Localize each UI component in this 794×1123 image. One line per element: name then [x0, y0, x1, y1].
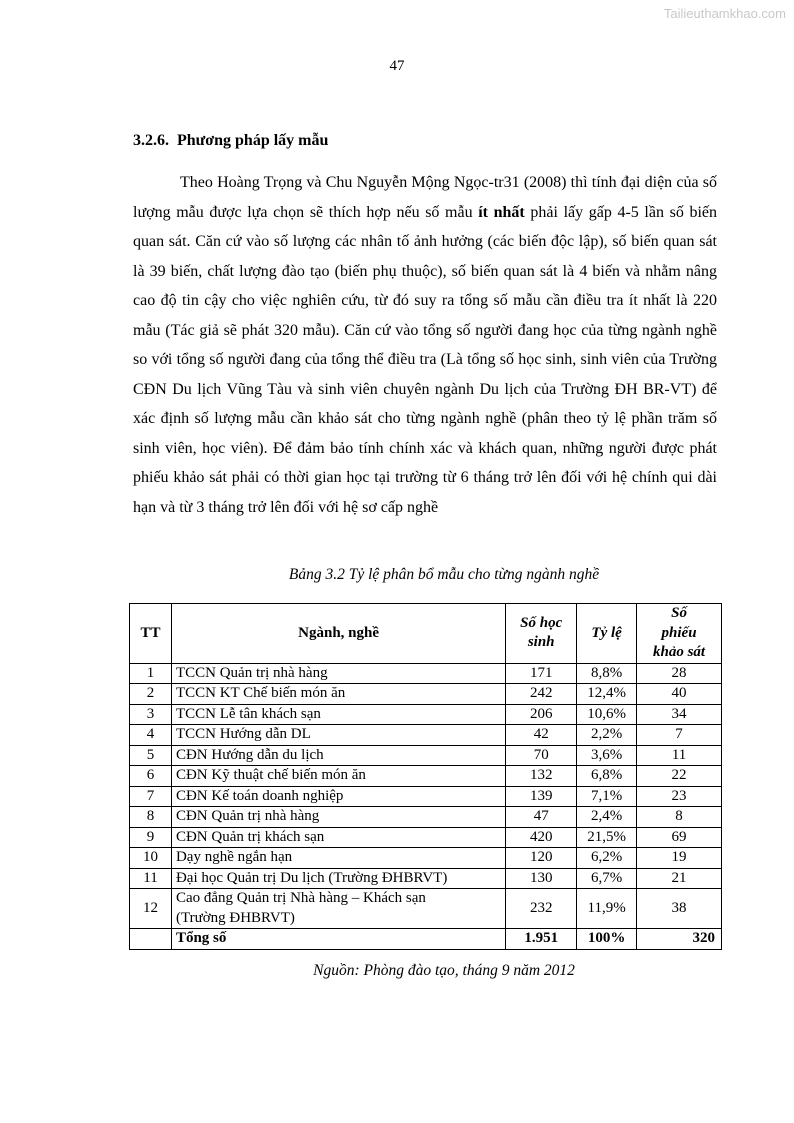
section-heading [133, 132, 328, 150]
header-students-line1: Số học [520, 614, 563, 631]
cell-tt: 7 [130, 786, 172, 807]
cell-major: TCCN Quản trị nhà hàng [171, 663, 505, 684]
cell-surveys: 40 [637, 684, 722, 705]
total-students: 1.951 [506, 929, 577, 950]
table-row [130, 889, 722, 929]
cell-major: Đại học Quản trị Du lịch (Trường ĐHBRVT) [171, 868, 505, 889]
cell-students: 47 [506, 807, 577, 828]
cell-students: 70 [506, 745, 577, 766]
table-row [130, 704, 722, 725]
cell-ratio: 3,6% [577, 745, 637, 766]
header-students-line2: sinh [527, 634, 555, 651]
cell-surveys: 38 [637, 889, 722, 929]
table-caption: Bảng 3.2 Tỷ lệ phân bổ mẫu cho từng ngành nghề [288, 566, 600, 583]
paragraph-bold-text: ít nhất [478, 203, 525, 221]
body-paragraph [133, 168, 717, 522]
cell-surveys: 69 [637, 827, 722, 848]
cell-tt: 12 [130, 889, 172, 929]
cell-ratio: 21,5% [577, 827, 637, 848]
cell-surveys: 11 [637, 745, 722, 766]
cell-students: 130 [506, 868, 577, 889]
cell-ratio: 10,6% [577, 704, 637, 725]
sample-allocation-table [129, 603, 722, 950]
cell-students: 120 [506, 848, 577, 869]
header-major: Ngành, nghề [171, 604, 505, 664]
header-surveys-line2: phiếu [661, 624, 697, 641]
table-row [130, 684, 722, 705]
cell-ratio: 6,8% [577, 766, 637, 787]
header-surveys [637, 604, 722, 664]
cell-major: CĐN Hướng dẫn du lịch [171, 745, 505, 766]
table-row [130, 848, 722, 869]
cell-tt-empty [130, 929, 172, 950]
cell-students: 132 [506, 766, 577, 787]
header-tt: TT [130, 604, 172, 664]
table-header-row [130, 604, 722, 664]
cell-tt: 2 [130, 684, 172, 705]
total-label: Tổng số [171, 929, 505, 950]
total-surveys: 320 [637, 929, 722, 950]
cell-ratio: 7,1% [577, 786, 637, 807]
cell-major: Dạy nghề ngắn hạn [171, 848, 505, 869]
cell-ratio: 6,7% [577, 868, 637, 889]
section-number: 3.2.6. [133, 132, 169, 149]
table-total-row [130, 929, 722, 950]
cell-major [171, 889, 505, 929]
cell-surveys: 8 [637, 807, 722, 828]
section-title: Phương pháp lấy mẫu [177, 132, 329, 149]
table-row [130, 807, 722, 828]
cell-major: TCCN KT Chế biến món ăn [171, 684, 505, 705]
header-ratio: Tỷ lệ [577, 604, 637, 664]
table-source: Nguồn: Phòng đào tạo, tháng 9 năm 2012 [313, 962, 575, 979]
cell-major: TCCN Hướng dẫn DL [171, 725, 505, 746]
cell-major: CĐN Kế toán doanh nghiệp [171, 786, 505, 807]
header-surveys-line1: Số [671, 605, 687, 621]
table-row [130, 786, 722, 807]
header-surveys-line3: khảo sát [652, 644, 706, 660]
cell-surveys: 19 [637, 848, 722, 869]
cell-students: 139 [506, 786, 577, 807]
cell-students: 206 [506, 704, 577, 725]
cell-tt: 11 [130, 868, 172, 889]
paragraph-text-2: phải lấy gấp 4-5 lần số biến quan sát. Căn cứ vào số lượng các nhân tố ảnh hưởng (các biến độc lập), số biến quan sát là 39 biến, chất lượng đào tạo (biến phụ thuộc), số biến quan sát là 4 biến và nhằm nâng cao độ tin cậy cho việc nghiên cứu, từ đó suy ra tổng số mẫu cần điều tra ít nhất là 220 mẫu (Tác giả sẽ phát 320 mẫu). Căn cứ vào tổng số người đang học của từng ngành nghề so với tổng số người đang của tổng thể điều tra (Là tổng số học sinh, sinh viên của Trường CĐN Du lịch Vũng Tàu và sinh viên chuyên ngành Du lịch của Trường ĐH BR-VT) để xác định số lượng mẫu cần khảo sát cho từng ngành nghề (phân theo tỷ lệ phần trăm số sinh viên, học viên). Để đảm bảo tính chính xác và khách quan, những người được phát phiếu khảo sát phải có thời gian học tại trường từ 6 tháng trở lên đối với hệ chính qui dài hạn và từ 3 tháng trở lên đối với hệ sơ cấp nghề [133, 203, 717, 516]
cell-tt: 8 [130, 807, 172, 828]
cell-surveys: 23 [637, 786, 722, 807]
cell-ratio: 8,8% [577, 663, 637, 684]
cell-tt: 4 [130, 725, 172, 746]
cell-surveys: 22 [637, 766, 722, 787]
cell-tt: 9 [130, 827, 172, 848]
cell-ratio: 12,4% [577, 684, 637, 705]
cell-major-line1: Cao đẳng Quản trị Nhà hàng – Khách sạn [175, 890, 426, 906]
cell-ratio: 2,4% [577, 807, 637, 828]
cell-ratio: 2,2% [577, 725, 637, 746]
table-row [130, 766, 722, 787]
page-number: 47 [389, 58, 405, 74]
cell-major-line2: (Trường ĐHBRVT) [175, 909, 295, 926]
cell-students: 242 [506, 684, 577, 705]
cell-students: 171 [506, 663, 577, 684]
cell-surveys: 34 [637, 704, 722, 725]
cell-ratio: 11,9% [577, 889, 637, 929]
table-row [130, 663, 722, 684]
table-row [130, 868, 722, 889]
cell-surveys: 28 [637, 663, 722, 684]
total-ratio: 100% [577, 929, 637, 950]
table-row [130, 827, 722, 848]
header-students [506, 604, 577, 664]
cell-students: 420 [506, 827, 577, 848]
cell-surveys: 7 [637, 725, 722, 746]
cell-major: CĐN Kỹ thuật chế biến món ăn [171, 766, 505, 787]
table-row [130, 725, 722, 746]
cell-major: CĐN Quản trị khách sạn [171, 827, 505, 848]
cell-major: CĐN Quản trị nhà hàng [171, 807, 505, 828]
table-row [130, 745, 722, 766]
watermark: Tailieuthamkhao.com [663, 6, 786, 21]
cell-students: 42 [506, 725, 577, 746]
cell-ratio: 6,2% [577, 848, 637, 869]
cell-tt: 1 [130, 663, 172, 684]
cell-tt: 3 [130, 704, 172, 725]
cell-tt: 6 [130, 766, 172, 787]
cell-tt: 5 [130, 745, 172, 766]
paragraph-text-1: Theo Hoàng Trọng và Chu Nguyễn Mộng Ngọc-tr31 (2008) thì tính đại diện của số lượng mẫu được lựa chọn sẽ thích hợp nếu số mẫu [133, 174, 717, 221]
cell-students: 232 [506, 889, 577, 929]
cell-surveys: 21 [637, 868, 722, 889]
cell-major: TCCN Lễ tân khách sạn [171, 704, 505, 725]
cell-tt: 10 [130, 848, 172, 869]
